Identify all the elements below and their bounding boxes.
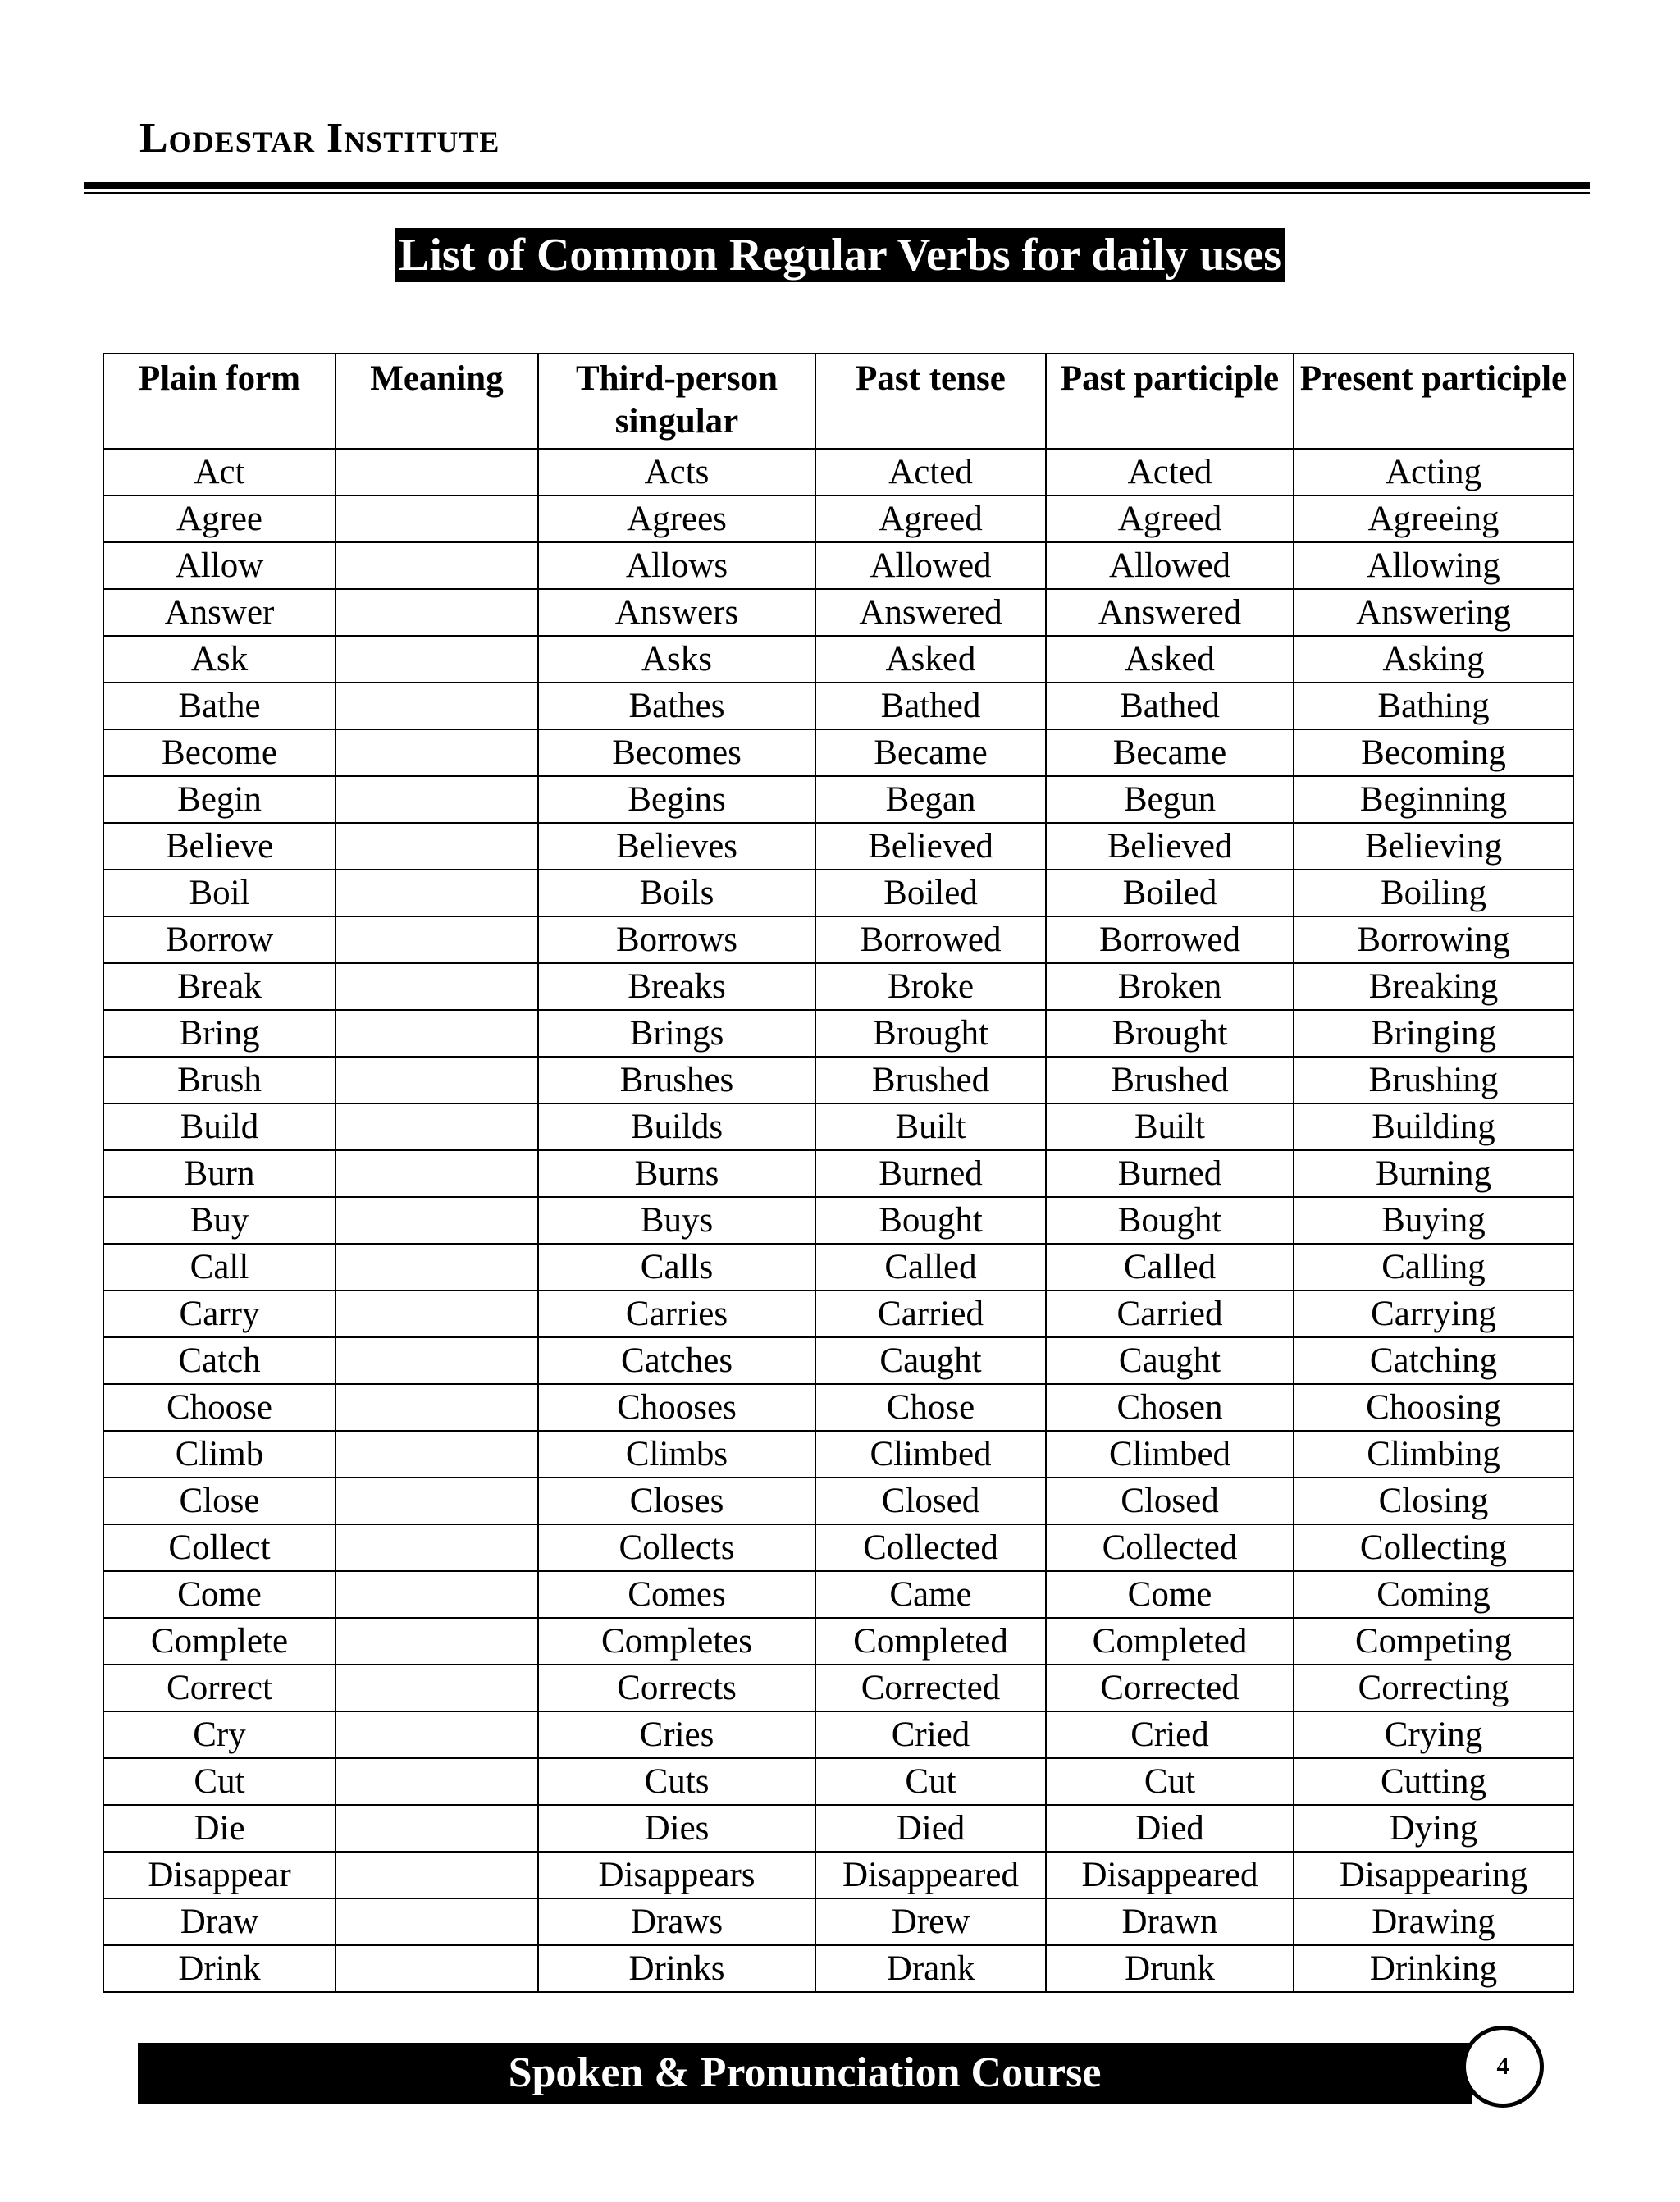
table-cell: Called [1046,1244,1294,1291]
table-cell: Allowing [1294,542,1573,589]
table-row [103,1337,1573,1384]
table-cell: Agreed [1046,496,1294,542]
table-cell: Beginning [1294,776,1573,823]
table-cell: Bathed [815,683,1046,729]
table-cell: Believes [538,823,815,870]
table-cell: Climbing [1294,1431,1573,1478]
table-cell: Calls [538,1244,815,1291]
table-cell: Believing [1294,823,1573,870]
table-row [103,1571,1573,1618]
table-cell [336,1103,538,1150]
table-cell: Broken [1046,963,1294,1010]
table-cell: Collects [538,1524,815,1571]
table-cell: Calling [1294,1244,1573,1291]
table-cell: Drank [815,1945,1046,1992]
table-cell: Draw [103,1898,336,1945]
table-cell: Act [103,449,336,496]
table-cell [336,1431,538,1478]
table-cell: Completes [538,1618,815,1665]
table-cell: Choose [103,1384,336,1431]
footer-course-banner: Spoken & Pronunciation Course [138,2043,1472,2104]
table-cell: Collecting [1294,1524,1573,1571]
table-row [103,1898,1573,1945]
table-cell: Become [103,729,336,776]
table-cell: Buy [103,1197,336,1244]
table-row [103,1010,1573,1057]
table-row [103,1384,1573,1431]
table-row [103,1945,1573,1992]
table-cell: Borrow [103,916,336,963]
table-row [103,683,1573,729]
table-cell: Believe [103,823,336,870]
table-cell [336,1244,538,1291]
table-cell [336,1945,538,1992]
table-cell: Brushing [1294,1057,1573,1103]
table-cell: Cut [1046,1758,1294,1805]
table-cell: Competing [1294,1618,1573,1665]
table-cell [336,542,538,589]
table-cell [336,1384,538,1431]
table-cell: Breaking [1294,963,1573,1010]
column-header: Third-person singular [538,354,815,449]
table-row [103,1103,1573,1150]
table-cell: Acts [538,449,815,496]
table-cell: Called [815,1244,1046,1291]
table-cell: Cry [103,1711,336,1758]
table-cell: Disappears [538,1852,815,1898]
table-cell: Chose [815,1384,1046,1431]
column-header: Present participle [1294,354,1573,449]
table-cell: Bought [815,1197,1046,1244]
table-cell: Climb [103,1431,336,1478]
table-cell: Cries [538,1711,815,1758]
table-cell: Begun [1046,776,1294,823]
table-cell [336,589,538,636]
table-cell [336,449,538,496]
table-cell: Becoming [1294,729,1573,776]
table-cell: Drink [103,1945,336,1992]
table-cell: Became [815,729,1046,776]
table-row [103,1431,1573,1478]
institute-name: Lodestar Institute [139,115,500,162]
table-row [103,1711,1573,1758]
table-cell: Catches [538,1337,815,1384]
table-cell: Builds [538,1103,815,1150]
table-cell: Boiling [1294,870,1573,916]
table-cell: Asks [538,636,815,683]
table-cell: Correct [103,1665,336,1711]
table-cell: Boils [538,870,815,916]
table-cell: Carried [1046,1291,1294,1337]
table-cell: Come [103,1571,336,1618]
table-cell: Draws [538,1898,815,1945]
table-cell: Agreed [815,496,1046,542]
table-cell: Agree [103,496,336,542]
table-cell: Corrected [1046,1665,1294,1711]
table-row [103,1665,1573,1711]
table-cell [336,1898,538,1945]
table-cell: Carries [538,1291,815,1337]
table-cell: Drinks [538,1945,815,1992]
table-cell: Acting [1294,449,1573,496]
table-cell [336,870,538,916]
table-cell [336,776,538,823]
table-cell: Buys [538,1197,815,1244]
table-cell: Began [815,776,1046,823]
table-cell: Closes [538,1478,815,1524]
table-cell: Ask [103,636,336,683]
table-row [103,1758,1573,1805]
table-cell: Became [1046,729,1294,776]
table-cell: Dying [1294,1805,1573,1852]
table-cell: Close [103,1478,336,1524]
table-cell: Corrects [538,1665,815,1711]
table-cell: Burn [103,1150,336,1197]
table-cell: Borrowed [815,916,1046,963]
title-wrap [0,228,1680,282]
table-cell [336,916,538,963]
table-cell: Burns [538,1150,815,1197]
table-cell: Died [1046,1805,1294,1852]
table-cell: Coming [1294,1571,1573,1618]
table-cell: Cried [815,1711,1046,1758]
table-cell: Allows [538,542,815,589]
table-cell: Chosen [1046,1384,1294,1431]
table-cell: Brushes [538,1057,815,1103]
table-cell: Answer [103,589,336,636]
table-cell: Asking [1294,636,1573,683]
table-cell [336,1337,538,1384]
table-cell [336,1478,538,1524]
table-cell: Burned [1046,1150,1294,1197]
table-cell: Answering [1294,589,1573,636]
table-cell: Bought [1046,1197,1294,1244]
table-cell: Acted [815,449,1046,496]
table-cell: Correcting [1294,1665,1573,1711]
table-cell: Brushed [1046,1057,1294,1103]
table-cell [336,1758,538,1805]
table-cell: Catching [1294,1337,1573,1384]
table-cell: Climbed [815,1431,1046,1478]
table-cell: Becomes [538,729,815,776]
table-cell: Drew [815,1898,1046,1945]
table-cell: Allow [103,542,336,589]
table-cell: Burning [1294,1150,1573,1197]
table-cell: Agrees [538,496,815,542]
table-cell: Cut [815,1758,1046,1805]
table-cell: Die [103,1805,336,1852]
table-cell: Begins [538,776,815,823]
table-cell: Cried [1046,1711,1294,1758]
table-cell: Cut [103,1758,336,1805]
table-row [103,1150,1573,1197]
column-header: Meaning [336,354,538,449]
table-cell: Allowed [815,542,1046,589]
table-cell: Disappeared [1046,1852,1294,1898]
table-cell: Brings [538,1010,815,1057]
table-cell [336,729,538,776]
table-cell: Closed [1046,1478,1294,1524]
table-cell: Allowed [1046,542,1294,589]
table-cell: Cutting [1294,1758,1573,1805]
table-cell: Drawing [1294,1898,1573,1945]
page-number: 4 [1462,2026,1544,2108]
table-cell: Bringing [1294,1010,1573,1057]
table-cell: Brush [103,1057,336,1103]
table-cell: Answered [1046,589,1294,636]
table-cell: Collected [815,1524,1046,1571]
table-cell: Burned [815,1150,1046,1197]
table-cell: Brushed [815,1057,1046,1103]
table-header-row [103,354,1573,449]
table-cell: Built [1046,1103,1294,1150]
table-cell: Borrows [538,916,815,963]
table-cell: Bathe [103,683,336,729]
header-rule [84,182,1590,189]
table-cell: Boiled [1046,870,1294,916]
table-cell [336,1711,538,1758]
table-cell: Begin [103,776,336,823]
verbs-table [103,353,1574,1993]
table-row [103,636,1573,683]
table-cell: Answered [815,589,1046,636]
table-row [103,870,1573,916]
table-cell: Came [815,1571,1046,1618]
table-cell: Asked [815,636,1046,683]
table-row [103,1852,1573,1898]
table-cell: Built [815,1103,1046,1150]
table-cell: Disappeared [815,1852,1046,1898]
table-cell: Borrowing [1294,916,1573,963]
table-row [103,776,1573,823]
header-rule-thin [84,192,1590,194]
table-cell: Buying [1294,1197,1573,1244]
table-row [103,542,1573,589]
table-cell: Corrected [815,1665,1046,1711]
table-row [103,1805,1573,1852]
table-cell: Collect [103,1524,336,1571]
table-row [103,1478,1573,1524]
table-cell: Agreeing [1294,496,1573,542]
table-row [103,1524,1573,1571]
table-cell: Bathes [538,683,815,729]
table-cell: Brought [1046,1010,1294,1057]
table-cell: Come [1046,1571,1294,1618]
table-cell: Closing [1294,1478,1573,1524]
table-row [103,449,1573,496]
table-cell: Dies [538,1805,815,1852]
page-title: List of Common Regular Verbs for daily uses [395,228,1285,282]
table-cell [336,823,538,870]
table-cell: Call [103,1244,336,1291]
table-row [103,1291,1573,1337]
table-cell: Drinking [1294,1945,1573,1992]
table-cell: Completed [1046,1618,1294,1665]
table-cell: Carried [815,1291,1046,1337]
table-cell: Disappearing [1294,1852,1573,1898]
table-cell: Build [103,1103,336,1150]
table-cell: Bathed [1046,683,1294,729]
table-cell [336,683,538,729]
table-cell [336,1571,538,1618]
table-cell: Collected [1046,1524,1294,1571]
table-cell: Asked [1046,636,1294,683]
table-cell: Broke [815,963,1046,1010]
table-cell [336,496,538,542]
table-row [103,1057,1573,1103]
table-cell: Chooses [538,1384,815,1431]
table-cell: Complete [103,1618,336,1665]
table-cell: Choosing [1294,1384,1573,1431]
table-cell [336,636,538,683]
table-cell: Completed [815,1618,1046,1665]
table-cell: Cuts [538,1758,815,1805]
table-cell [336,1150,538,1197]
table-cell: Breaks [538,963,815,1010]
table-cell: Borrowed [1046,916,1294,963]
table-cell [336,1852,538,1898]
table-cell: Boil [103,870,336,916]
table-cell: Building [1294,1103,1573,1150]
table-cell: Died [815,1805,1046,1852]
table-cell: Brought [815,1010,1046,1057]
table-cell: Climbs [538,1431,815,1478]
table-cell: Comes [538,1571,815,1618]
table-cell: Drawn [1046,1898,1294,1945]
table-cell: Caught [1046,1337,1294,1384]
table-row [103,823,1573,870]
column-header: Plain form [103,354,336,449]
column-header: Past tense [815,354,1046,449]
table-cell [336,1291,538,1337]
table-cell: Carrying [1294,1291,1573,1337]
table-row [103,1618,1573,1665]
table-cell [336,1524,538,1571]
table-cell: Acted [1046,449,1294,496]
table-cell: Caught [815,1337,1046,1384]
table-cell: Crying [1294,1711,1573,1758]
column-header: Past participle [1046,354,1294,449]
table-cell: Break [103,963,336,1010]
table-cell: Drunk [1046,1945,1294,1992]
table-cell [336,963,538,1010]
table-cell [336,1618,538,1665]
table-cell [336,1197,538,1244]
table-row [103,963,1573,1010]
table-cell [336,1665,538,1711]
table-row [103,1244,1573,1291]
table-row [103,496,1573,542]
table-row [103,729,1573,776]
table-body [103,449,1573,1992]
table-row [103,916,1573,963]
table-cell [336,1805,538,1852]
table-cell: Bathing [1294,683,1573,729]
table-cell: Believed [1046,823,1294,870]
table-cell: Carry [103,1291,336,1337]
table-cell: Catch [103,1337,336,1384]
table-cell: Answers [538,589,815,636]
table-cell: Believed [815,823,1046,870]
table-cell: Boiled [815,870,1046,916]
table-cell: Climbed [1046,1431,1294,1478]
table-cell: Bring [103,1010,336,1057]
table-row [103,1197,1573,1244]
table-cell: Disappear [103,1852,336,1898]
table-cell [336,1057,538,1103]
table-cell: Closed [815,1478,1046,1524]
table-cell [336,1010,538,1057]
table-row [103,589,1573,636]
